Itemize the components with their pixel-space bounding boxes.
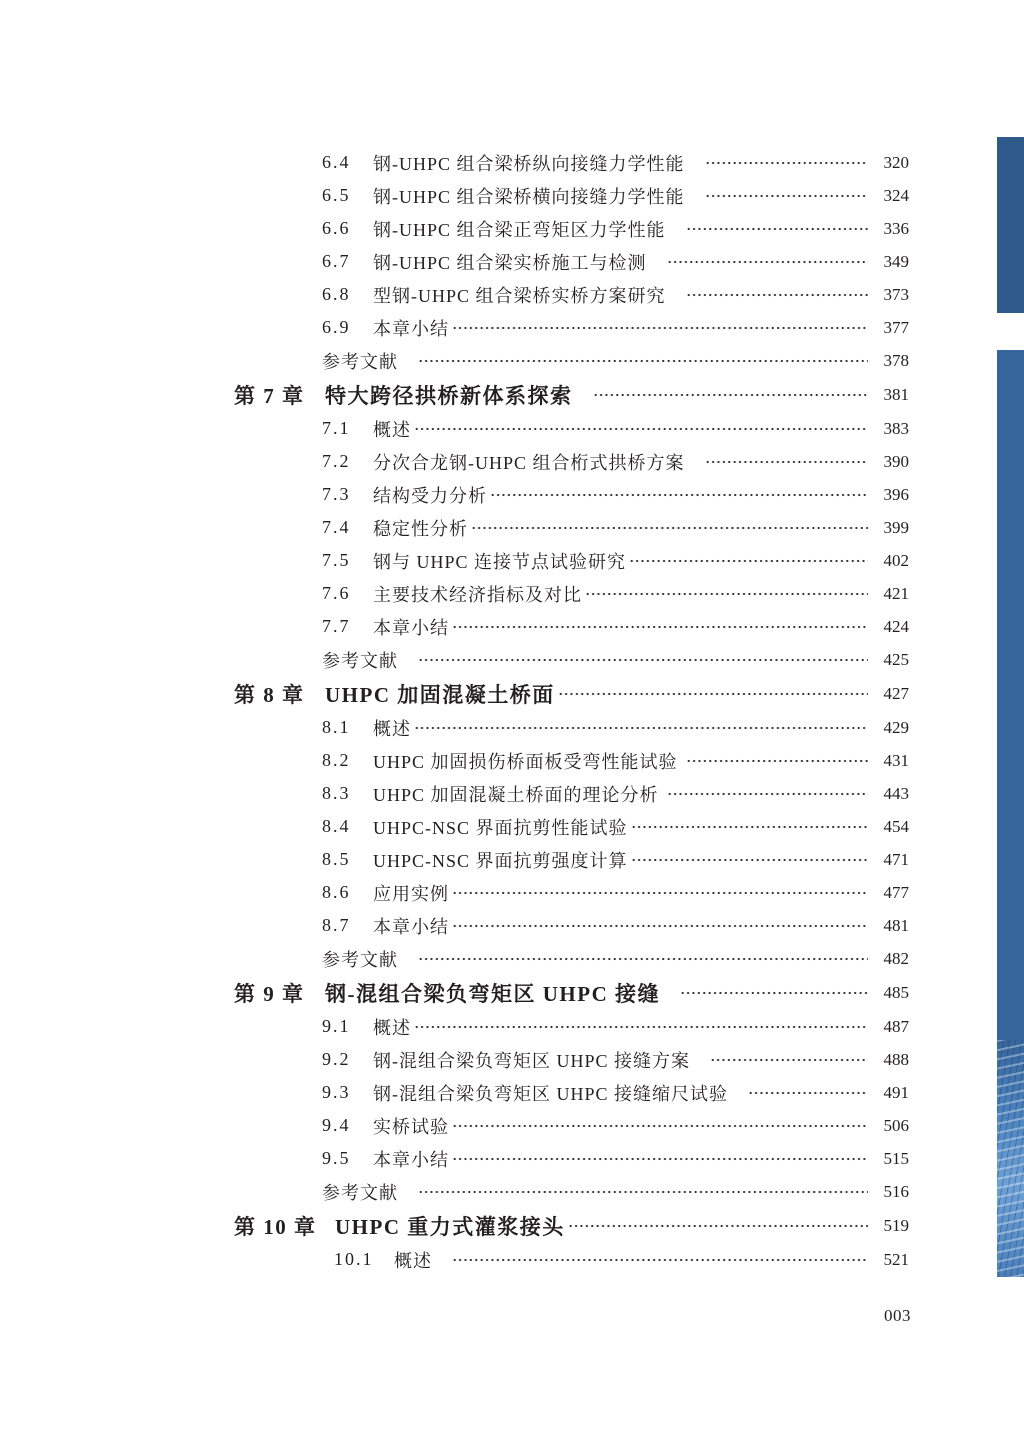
toc-section-entry	[0, 876, 909, 909]
toc-section-entry	[0, 311, 909, 344]
entry-page-number: 378	[883, 350, 909, 370]
toc-section-entry	[0, 1010, 909, 1043]
section-number: 6.6	[322, 218, 351, 238]
toc-section-entry	[0, 278, 909, 311]
entry-page-number: 485	[883, 983, 909, 1002]
dot-leader	[558, 691, 868, 697]
section-number: 6.8	[322, 284, 351, 304]
section-title: UHPC-NSC 界面抗剪性能试验	[373, 817, 628, 838]
section-number: 6.9	[322, 317, 351, 337]
section-number: 10.1	[334, 1249, 374, 1269]
dot-leader	[686, 758, 868, 764]
table-of-contents	[0, 146, 909, 1276]
toc-chapter-heading	[0, 1209, 909, 1243]
section-title: 结构受力分析	[373, 485, 487, 506]
section-number: 6.4	[322, 152, 351, 172]
dot-leader	[593, 392, 869, 398]
section-number: 6.7	[322, 251, 351, 271]
section-title: 本章小结	[373, 318, 449, 339]
dot-leader	[418, 657, 868, 663]
section-number: 6.5	[322, 185, 351, 205]
entry-page-number: 396	[883, 484, 909, 504]
chapter-side-tab-lower	[997, 350, 1024, 1277]
dot-leader	[471, 525, 868, 531]
toc-section-entry	[0, 777, 909, 810]
section-number: 8.6	[322, 882, 351, 902]
references-title: 参考文献	[322, 949, 398, 970]
section-title: 稳定性分析	[373, 518, 468, 539]
toc-section-entry	[0, 445, 909, 478]
entry-page-number: 383	[883, 418, 909, 438]
entry-page-number: 320	[883, 152, 909, 172]
entry-page-number: 324	[883, 185, 909, 205]
section-number: 9.4	[322, 1115, 351, 1135]
section-title: 本章小结	[373, 617, 449, 638]
entry-page-number: 454	[883, 816, 909, 836]
section-number: 9.3	[322, 1082, 351, 1102]
dot-leader	[452, 1123, 868, 1129]
toc-section-entry	[0, 1243, 909, 1276]
toc-section-entry	[0, 810, 909, 843]
dot-leader	[631, 857, 868, 863]
toc-chapter-heading	[0, 976, 909, 1010]
entry-page-number: 515	[883, 1148, 909, 1168]
toc-section-entry	[0, 1076, 909, 1109]
section-number: 8.3	[322, 783, 351, 803]
chapter-label: 第 7 章	[234, 384, 305, 408]
chapter-label: 第 8 章	[234, 683, 305, 707]
entry-page-number: 349	[883, 251, 909, 271]
section-title: 钢-UHPC 组合梁实桥施工与检测	[373, 252, 647, 273]
entry-page-number: 506	[883, 1115, 909, 1135]
toc-section-entry	[0, 1142, 909, 1175]
section-number: 8.2	[322, 750, 351, 770]
entry-page-number: 488	[883, 1049, 909, 1069]
side-tab-photo-strip	[997, 1040, 1024, 1277]
dot-leader	[452, 624, 868, 630]
toc-section-entry	[0, 212, 909, 245]
dot-leader	[414, 725, 868, 731]
dot-leader	[705, 459, 868, 465]
entry-page-number: 481	[883, 915, 909, 935]
dot-leader	[705, 160, 868, 166]
toc-chapter-heading	[0, 677, 909, 711]
entry-page-number: 443	[883, 783, 909, 803]
toc-section-entry	[0, 544, 909, 577]
section-title: 钢与 UHPC 连接节点试验研究	[373, 551, 627, 572]
entry-page-number: 421	[883, 583, 909, 603]
dot-leader	[667, 259, 868, 265]
section-number: 7.7	[322, 616, 351, 636]
toc-section-entry	[0, 1109, 909, 1142]
entry-page-number: 477	[883, 882, 909, 902]
page-folio-number: 003	[884, 1306, 911, 1325]
toc-section-entry	[0, 744, 909, 777]
toc-section-entry	[0, 843, 909, 876]
dot-leader	[629, 558, 868, 564]
section-title: 本章小结	[373, 1149, 449, 1170]
chapter-side-tab-upper	[997, 137, 1024, 313]
dot-leader	[686, 292, 868, 298]
references-title: 参考文献	[322, 650, 398, 671]
section-title: 钢-混组合梁负弯矩区 UHPC 接缝方案	[373, 1050, 691, 1071]
chapter-label: 第 9 章	[234, 982, 305, 1006]
dot-leader	[705, 193, 868, 199]
toc-section-entry	[0, 1043, 909, 1076]
dot-leader	[452, 1257, 868, 1263]
chapter-title: 特大跨径拱桥新体系探索	[325, 384, 573, 408]
entry-page-number: 516	[883, 1181, 909, 1201]
section-number: 8.5	[322, 849, 351, 869]
dot-leader	[418, 1189, 868, 1195]
dot-leader	[686, 226, 868, 232]
section-number: 7.3	[322, 484, 351, 504]
dot-leader	[568, 1223, 868, 1229]
section-title: 本章小结	[373, 916, 449, 937]
entry-page-number: 336	[883, 218, 909, 238]
section-title: UHPC-NSC 界面抗剪强度计算	[373, 850, 628, 871]
entry-page-number: 471	[883, 849, 909, 869]
section-title: 钢-UHPC 组合梁正弯矩区力学性能	[373, 219, 666, 240]
toc-references-entry	[0, 643, 909, 676]
dot-leader	[418, 358, 868, 364]
entry-page-number: 487	[883, 1016, 909, 1036]
chapter-title: UHPC 加固混凝土桥面	[325, 683, 555, 707]
section-title: 概述	[394, 1250, 432, 1271]
section-number: 8.7	[322, 915, 351, 935]
dot-leader	[452, 1156, 868, 1162]
section-title: 型钢-UHPC 组合梁桥实桥方案研究	[373, 285, 666, 306]
chapter-label: 第 10 章	[234, 1215, 317, 1239]
entry-page-number: 402	[883, 550, 909, 570]
entry-page-number: 521	[883, 1249, 909, 1269]
section-title: 钢-UHPC 组合梁桥纵向接缝力学性能	[373, 153, 685, 174]
dot-leader	[414, 426, 868, 432]
toc-section-entry	[0, 511, 909, 544]
section-title: UHPC 加固损伤桥面板受弯性能试验	[373, 751, 678, 772]
section-number: 7.6	[322, 583, 351, 603]
entry-page-number: 424	[883, 616, 909, 636]
entry-page-number: 429	[883, 717, 909, 737]
dot-leader	[452, 890, 868, 896]
dot-leader	[585, 591, 868, 597]
references-title: 参考文献	[322, 351, 398, 372]
dot-leader	[490, 492, 868, 498]
section-title: 概述	[373, 718, 411, 739]
entry-page-number: 482	[883, 948, 909, 968]
entry-page-number: 381	[883, 385, 909, 404]
section-number: 7.1	[322, 418, 351, 438]
dot-leader	[414, 1024, 868, 1030]
toc-section-entry	[0, 909, 909, 942]
section-title: 概述	[373, 1017, 411, 1038]
toc-section-entry	[0, 146, 909, 179]
section-title: 实桥试验	[373, 1116, 449, 1137]
section-title: 钢-混组合梁负弯矩区 UHPC 接缝缩尺试验	[373, 1083, 729, 1104]
references-title: 参考文献	[322, 1182, 398, 1203]
toc-references-entry	[0, 942, 909, 975]
dot-leader	[452, 325, 868, 331]
section-title: 主要技术经济指标及对比	[373, 584, 582, 605]
toc-section-entry	[0, 610, 909, 643]
chapter-title: UHPC 重力式灌浆接头	[335, 1215, 565, 1239]
toc-chapter-heading	[0, 378, 909, 412]
toc-section-entry	[0, 478, 909, 511]
toc-section-entry	[0, 711, 909, 744]
section-title: 分次合龙钢-UHPC 组合桁式拱桥方案	[373, 452, 685, 473]
section-number: 8.4	[322, 816, 351, 836]
entry-page-number: 427	[883, 684, 909, 703]
entry-page-number: 519	[883, 1216, 909, 1235]
dot-leader	[452, 923, 868, 929]
section-number: 9.2	[322, 1049, 351, 1069]
entry-page-number: 491	[883, 1082, 909, 1102]
entry-page-number: 399	[883, 517, 909, 537]
dot-leader	[680, 990, 868, 996]
dot-leader	[418, 956, 868, 962]
entry-page-number: 390	[883, 451, 909, 471]
section-number: 7.4	[322, 517, 351, 537]
section-number: 7.2	[322, 451, 351, 471]
section-title: 概述	[373, 419, 411, 440]
dot-leader	[667, 791, 868, 797]
section-title: UHPC 加固混凝土桥面的理论分析	[373, 784, 659, 805]
entry-page-number: 431	[883, 750, 909, 770]
toc-section-entry	[0, 577, 909, 610]
section-title: 钢-UHPC 组合梁桥横向接缝力学性能	[373, 186, 685, 207]
entry-page-number: 425	[883, 649, 909, 669]
entry-page-number: 373	[883, 284, 909, 304]
toc-section-entry	[0, 179, 909, 212]
dot-leader	[748, 1090, 868, 1096]
section-number: 9.5	[322, 1148, 351, 1168]
toc-references-entry	[0, 344, 909, 377]
toc-section-entry	[0, 245, 909, 278]
section-title: 应用实例	[373, 883, 449, 904]
toc-section-entry	[0, 412, 909, 445]
dot-leader	[631, 824, 868, 830]
section-number: 9.1	[322, 1016, 351, 1036]
toc-references-entry	[0, 1175, 909, 1208]
chapter-title: 钢-混组合梁负弯矩区 UHPC 接缝	[325, 982, 660, 1006]
dot-leader	[710, 1057, 868, 1063]
entry-page-number: 377	[883, 317, 909, 337]
section-number: 8.1	[322, 717, 351, 737]
section-number: 7.5	[322, 550, 351, 570]
